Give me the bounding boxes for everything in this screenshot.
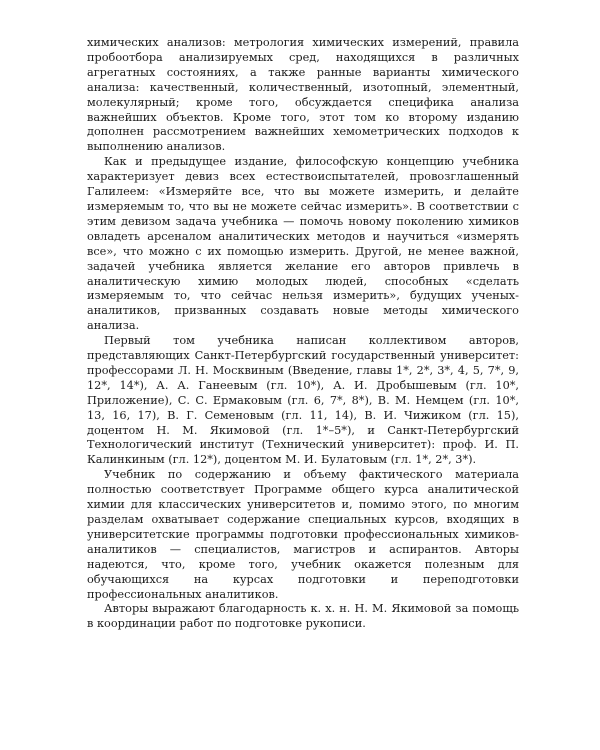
paragraph-acknowledgement: Авторы выражают благодарность к. х. н. Н. М. Якимовой за помощь в координации работ по подготовке рукописи. xyxy=(87,602,519,631)
document-page xyxy=(87,36,519,632)
paragraph-authors: Первый том учебника написан коллективом авторов, представляющих Санкт-Петербургский государственный университет: профессорами Л. Н. Москвиным (Введение, главы 1*, 2*, 3*, 4, 5, 7*, 9, 12*, 14*), А. А. Ганеевым (гл. 10*), А. И. Дробышевым (гл. 10*, Приложение), С. С. Ермаковым (гл. 6, 7*, 8*), В. М. Немцем (гл. 10*, 13, 16, 17), В. Г. Семеновым (гл. 11, 14), В. И. Чижиком (гл. 15), доцентом Н. М. Якимовой (гл. 1*–5*), и Санкт-Петербургский Технологический институт (Технический университет): проф. И. П. Калинкиным (гл. 12*), доцентом М. И. Булатовым (гл. 1*, 2*, 3*). xyxy=(87,334,519,467)
paragraph-continuation: химических анализов: метрология химических измерений, правила пробоотбора анализируемых сред, находящихся в различных агрегатных состояниях, а также ранные варианты химического анализа: качественный, количественный, изотопный, элементный, молекулярный; кроме того, обсуждается специфика анализа важнейших объектов. Кроме того, этот том ко второму изданию дополнен рассмотрением важнейших хемометрических подходов к выполнению анализов. xyxy=(87,36,519,154)
paragraph-program: Учебник по содержанию и объему фактического материала полностью соответствует Программе общего курса аналитической химии для классических университетов и, помимо этого, по многим разделам охватывает содержание специальных курсов, входящих в университетские программы подготовки профессиональных химиков-аналитиков — специалистов, магистров и аспирантов. Авторы надеются, что, кроме того, учебник окажется полезным для обучающихся на курсах подготовки и переподготовки профессиональных аналитиков. xyxy=(87,468,519,601)
paragraph-philosophy: Как и предыдущее издание, философскую концепцию учебника характеризует девиз всех естествоиспытателей, провозглашенный Галилеем: «Измеряйте все, что вы можете измерить, и делайте измеряемым то, что вы не можете сейчас измерить». В соответствии с этим девизом задача учебника — помочь новому поколению химиков овладеть арсеналом аналитических методов и научиться «измерять все», что можно с их помощью измерить. Другой, не менее важной, задачей учебника является желание его авторов привлечь в аналитическую химию молодых людей, способных «сделать измеряемым то, что сейчас нельзя измерить», будущих ученых-аналитиков, призванных создавать новые методы химического анализа. xyxy=(87,155,519,333)
